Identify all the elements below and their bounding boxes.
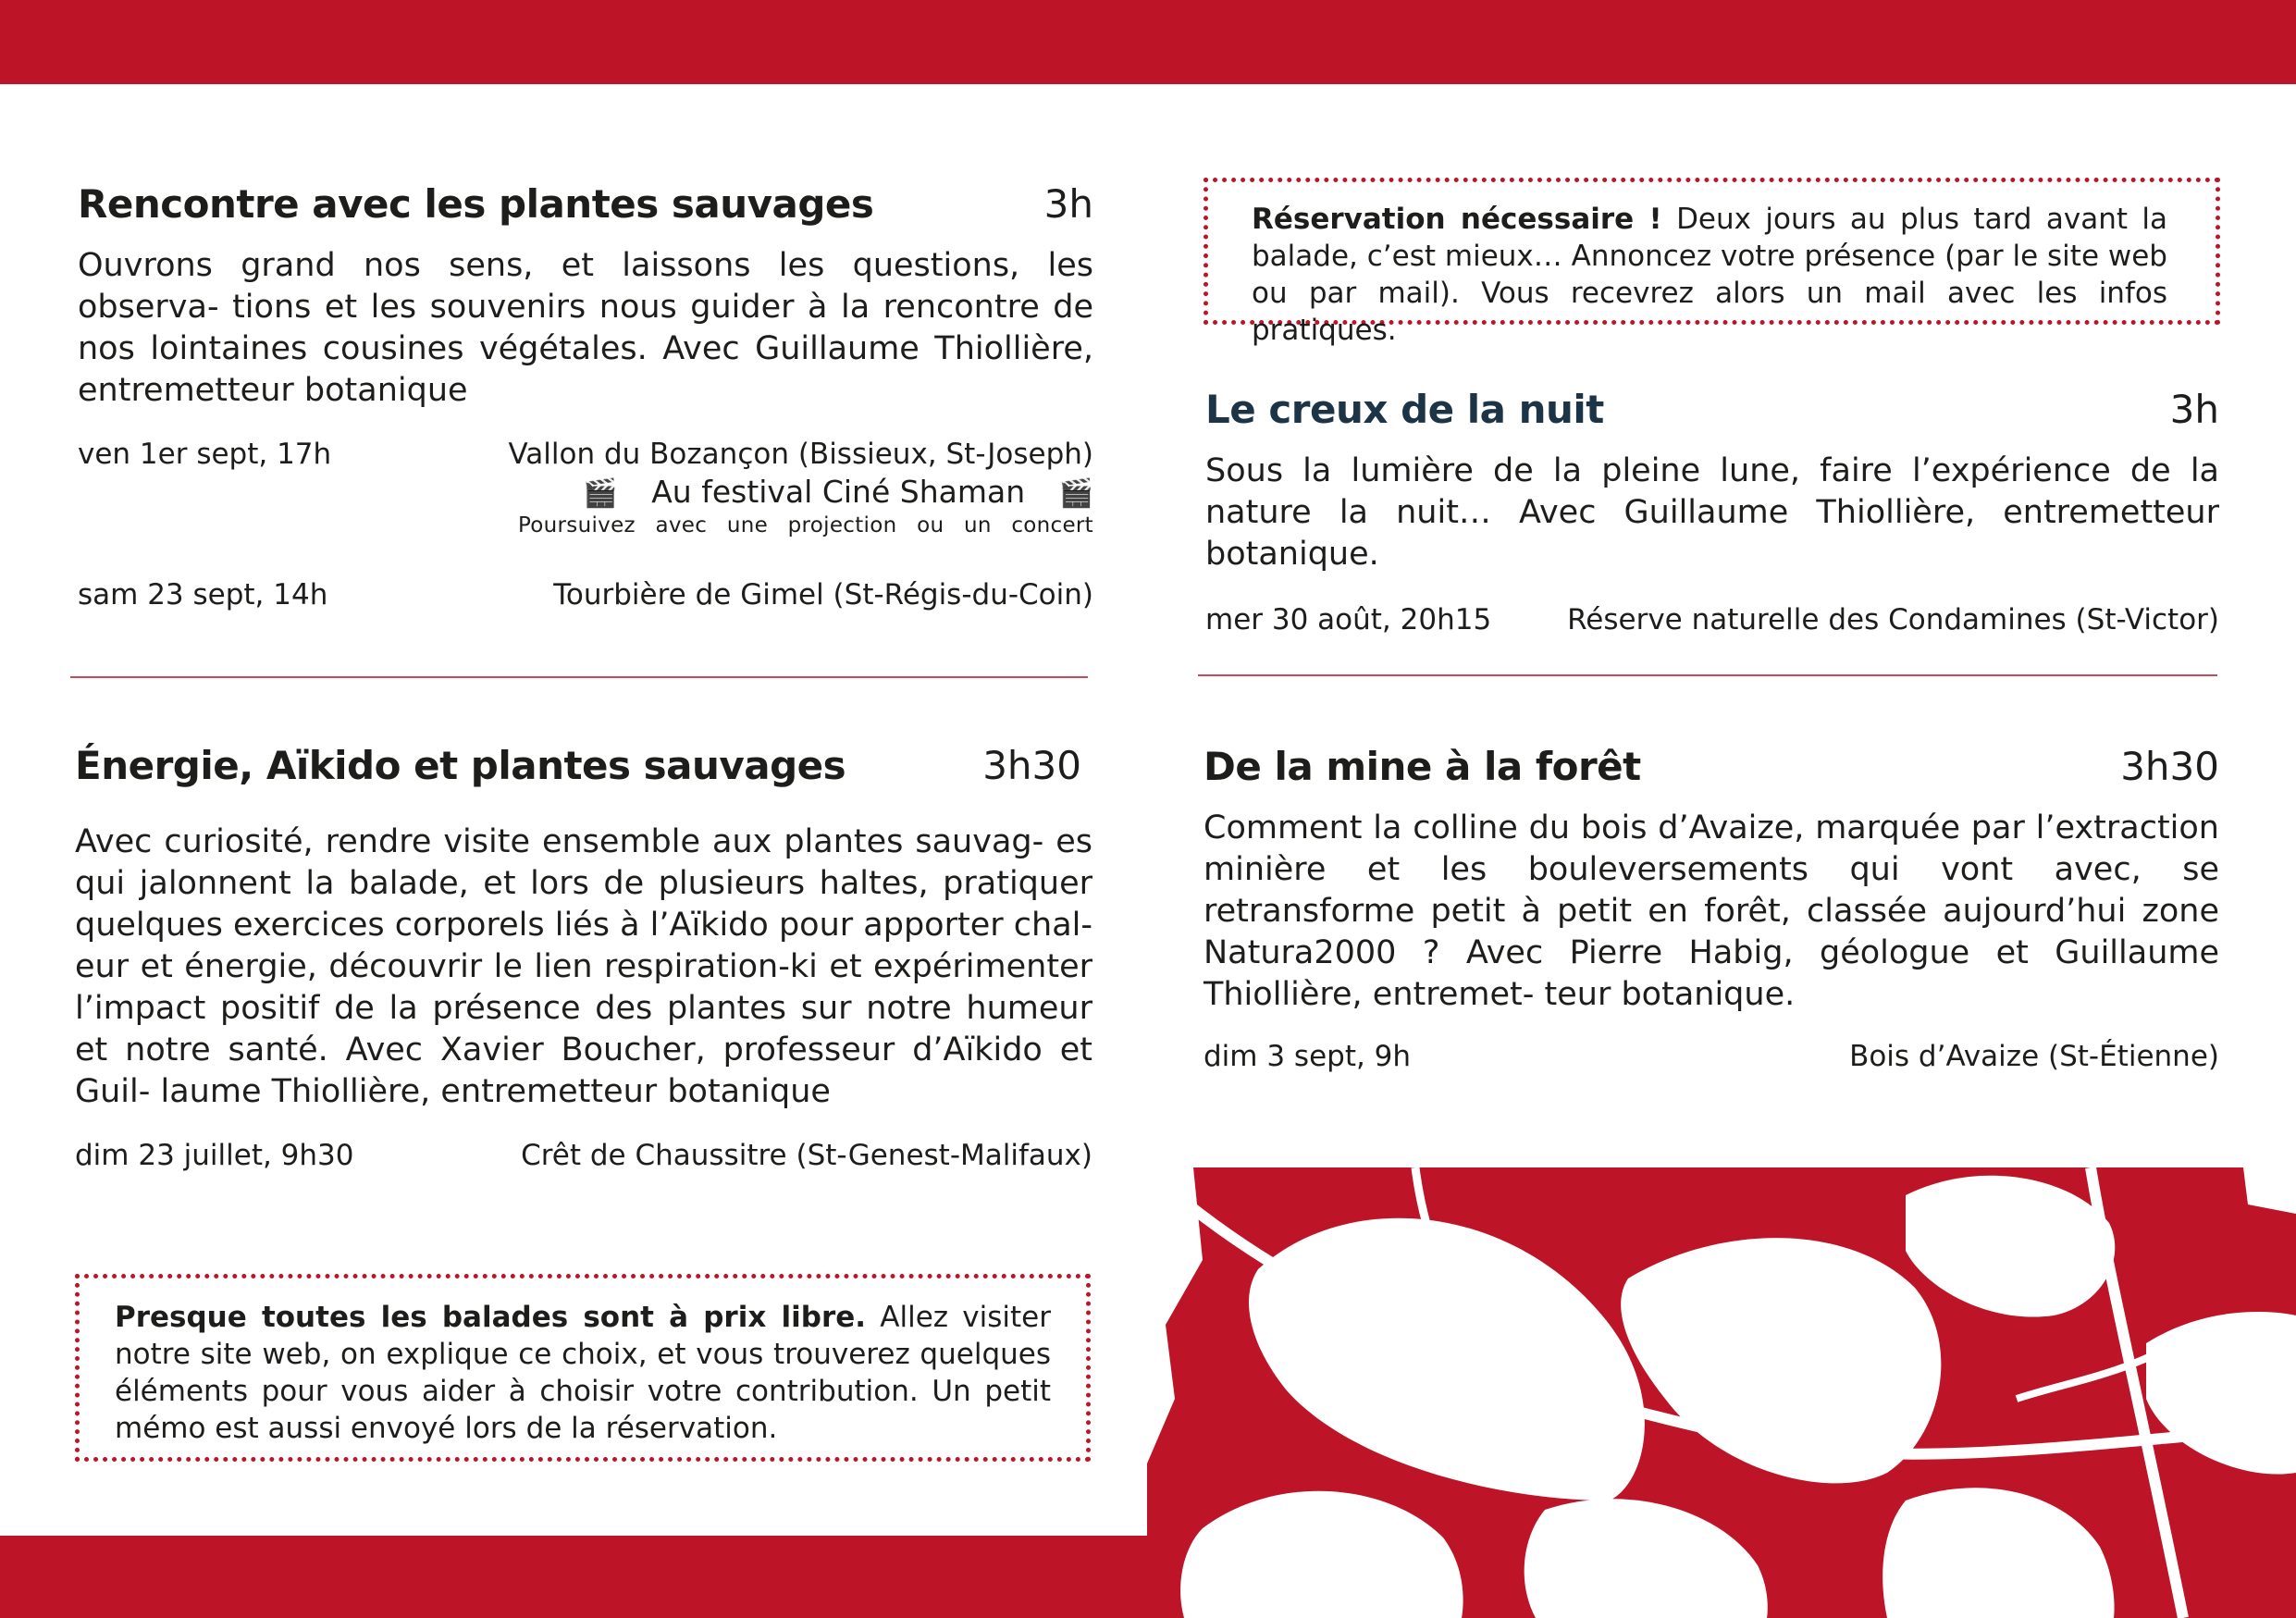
- clapperboard-icon: 🎬: [583, 477, 618, 510]
- event-title: De la mine à la forêt: [1204, 744, 1641, 789]
- session-date: dim 23 juillet, 9h30: [75, 1139, 354, 1172]
- session-date: mer 30 août, 20h15: [1205, 603, 1492, 636]
- event-description: Avec curiosité, rendre visite ensemble aux plantes sauvag- es qui jalonnent la balade, et lors de plusieurs haltes, pratiquer quelques exercices corporels liés à l’Aïkido pour apporter chal- eur et énergie, découvrir le lien respiration-ki et expérimenter l’impact positif de la présence des plantes sur notre humeur et notre santé. Avec Xavier Boucher, professeur d’Aïkido et Guil- laume Thiollière, entremetteur botanique: [75, 823, 1092, 1110]
- session-location: Tourbière de Gimel (St-Régis-du-Coin): [553, 578, 1093, 611]
- prix-libre-notice: [75, 1274, 1091, 1462]
- session-row: [1204, 1038, 2219, 1075]
- notice-bold: Réservation nécessaire !: [1252, 203, 1662, 236]
- session-location: Réserve naturelle des Condamines (St-Victor): [1567, 603, 2219, 636]
- event-title: Énergie, Aïkido et plantes sauvages: [75, 743, 846, 788]
- event-plantes-sauvages: [78, 181, 1093, 613]
- session-row: [78, 576, 1093, 613]
- event-duration: 3h30: [982, 743, 1081, 788]
- festival-label: Au festival Ciné Shaman: [651, 474, 1026, 510]
- section-divider: [70, 676, 1088, 678]
- event-title: Le creux de la nuit: [1205, 387, 1604, 432]
- session-location: Vallon du Bozançon (Bissieux, St-Joseph): [508, 438, 1093, 471]
- event-title: Rencontre avec les plantes sauvages: [78, 181, 874, 227]
- session-location: Crêt de Chaussitre (St-Genest-Malifaux): [521, 1139, 1092, 1172]
- festival-subtext: Poursuivez avec une projection ou un concert: [517, 513, 1093, 537]
- session-date: sam 23 sept, 14h: [78, 578, 328, 611]
- event-description: Comment la colline du bois d’Avaize, marquée par l’extraction minière et les bouleversements qui vont avec, se retransforme petit à petit en forêt, classée aujourd’hui zone Natura2000 ? Avec Pierre Habig, géologue et Guillaume Thiollière, entremet- teur botanique.: [1204, 809, 2219, 1013]
- top-red-band: [0, 0, 2296, 84]
- event-description: Ouvrons grand nos sens, et laissons les questions, les observa- tions et les souvenirs nous guider à la rencontre de nos lointaines cousines végétales. Avec Guillaume Thiollière, entremetteur botanique: [78, 247, 1093, 409]
- event-duration: 3h: [1043, 181, 1093, 227]
- event-creux-nuit: [1205, 387, 2219, 638]
- session-row: [78, 436, 1093, 473]
- session-date: dim 3 sept, 9h: [1204, 1040, 1412, 1073]
- session-row: [1205, 601, 2219, 638]
- notice-text: Deux jours au plus tard avant la balade, c’est mieux… Annoncez votre présence (par le site web ou par mail). Vous recevrez alors un mail avec les infos pratiques.: [1252, 203, 2168, 347]
- notice-bold: Presque toutes les balades sont à prix libre.: [115, 1301, 867, 1334]
- clapperboard-icon: 🎬: [1058, 477, 1093, 510]
- bottom-red-band: [0, 1536, 1156, 1618]
- event-duration: 3h30: [2120, 744, 2219, 789]
- reservation-notice: [1204, 178, 2220, 347]
- event-energie-aikido: [75, 743, 1092, 1174]
- event-mine-foret: [1204, 744, 2219, 1075]
- festival-line: [78, 473, 1093, 513]
- session-date: ven 1er sept, 17h: [78, 438, 332, 471]
- session-location: Bois d’Avaize (St-Étienne): [1849, 1040, 2219, 1073]
- session-row: [75, 1137, 1092, 1174]
- section-divider: [1198, 674, 2217, 676]
- leaf-illustration: [1147, 1167, 2296, 1618]
- event-description: Sous la lumière de la pleine lune, faire l’expérience de la nature la nuit… Avec Guillaume Thiollière, entremetteur botanique.: [1205, 452, 2219, 573]
- event-duration: 3h: [2169, 387, 2219, 432]
- notice-text: Allez visiter notre site web, on explique ce choix, et vous trouverez quelques éléments pour vous aider à choisir votre contribution. Un petit mémo est aussi envoyé lors de la réservation.: [115, 1301, 1051, 1445]
